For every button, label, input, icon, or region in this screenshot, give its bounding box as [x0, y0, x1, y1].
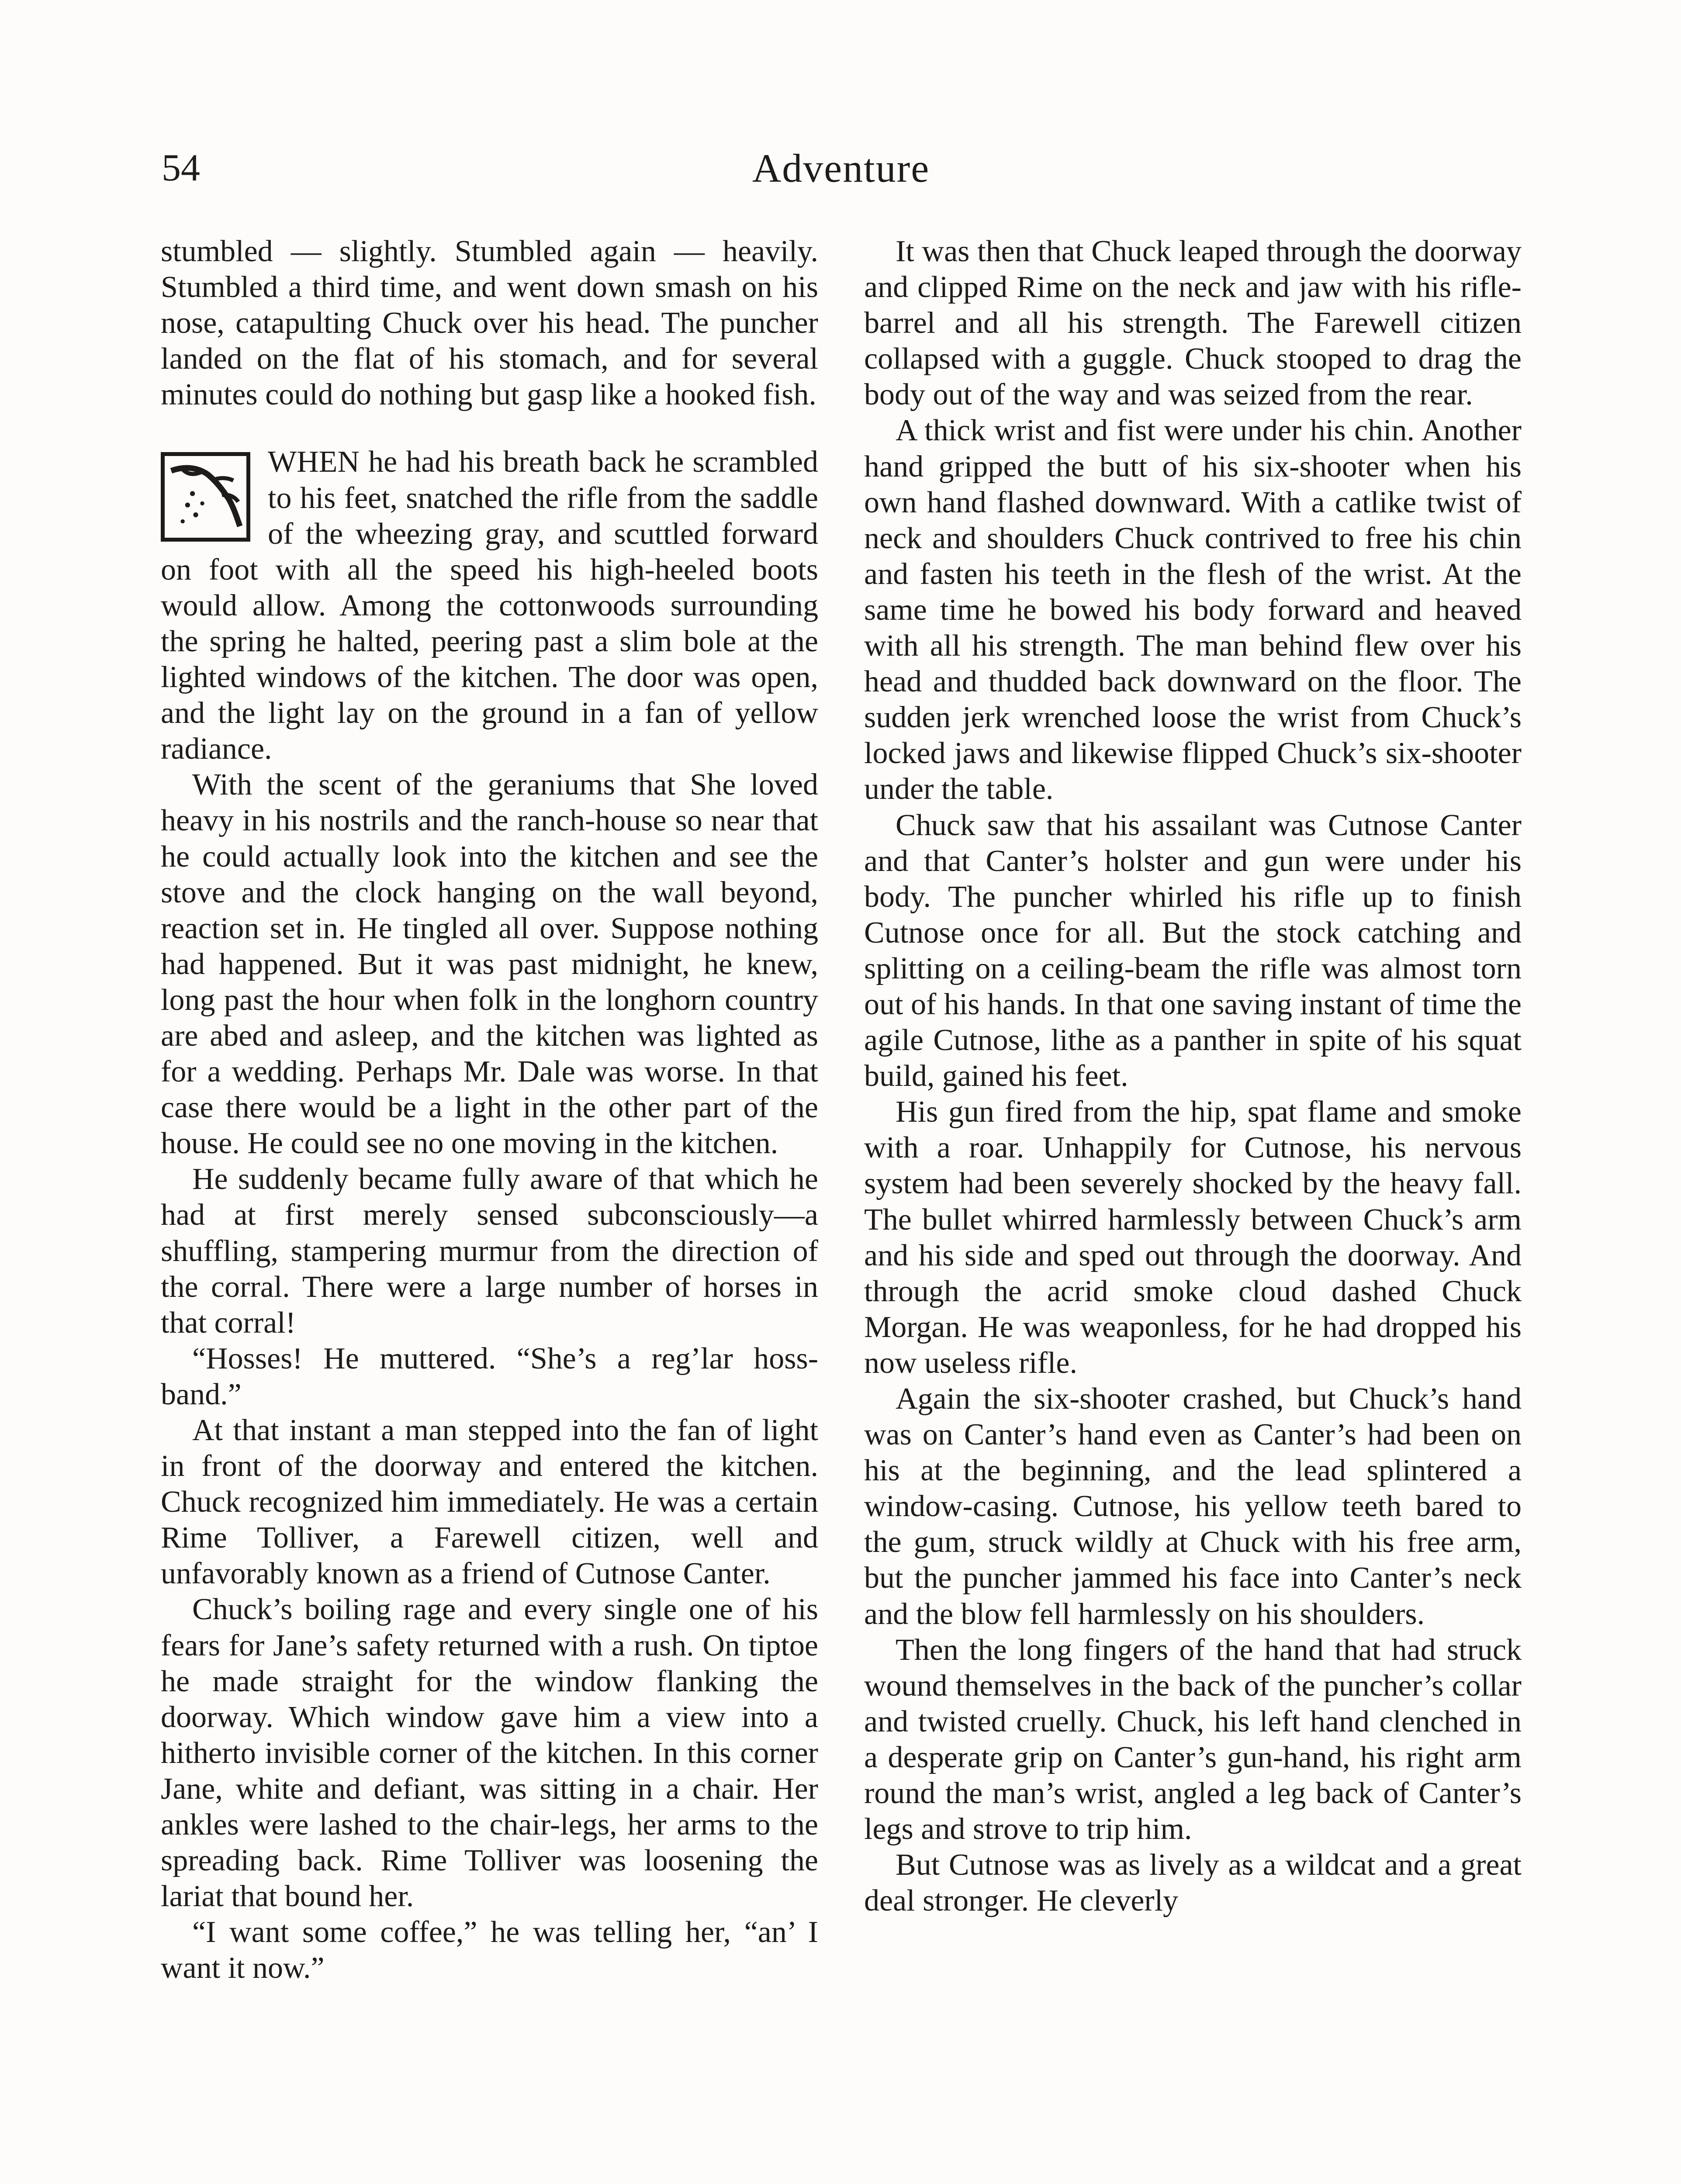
paragraph: It was then that Chuck leaped through the doorway and clipped Rime on the neck and jaw with his rifle-barrel and all his strength. The Farewell citizen collapsed with a guggle. Chuck stooped to drag the body out of the way and was seized from the rear. [864, 235, 1522, 412]
right-column [864, 234, 1522, 1919]
paragraph-text: WHEN he had his breath back he scrambled to his feet, snatched the rifle from the saddle of the wheezing gray, and scuttled forward on foot with all the speed his high-heeled boots would allow. Among the cottonwoods surrounding the spring he halted, peering past a slim bole at the lighted windows of the kitchen. The door was open, and the light lay on the ground in a fan of yellow radiance. [161, 445, 818, 766]
page-header [162, 144, 1520, 201]
paragraph: “Hosses! He muttered. “She’s a reg’lar hoss-band.” [161, 1341, 818, 1411]
ornament-icon [161, 452, 250, 542]
page-number: 54 [162, 147, 200, 189]
magazine-title: Adventure [752, 146, 930, 190]
paragraph: He suddenly became fully aware of that which he had at first merely sensed subconsciously—a shuffling, stampering murmur from the direction of the corral. There were a large number of horses in that corral! [161, 1162, 818, 1340]
paragraph: A thick wrist and fist were under his chin. Another hand gripped the butt of his six-shooter when his own hand flashed downward. With a catlike twist of neck and shoulders Chuck contrived to free his chin and fasten his teeth in the flesh of the wrist. At the same time he bowed his body forward and heaved with all his strength. The man behind flew over his head and thudded back downward on the floor. The sudden jerk wrenched loose the wrist from Chuck’s locked jaws and likewise flipped Chuck’s six-shooter under the table. [864, 414, 1522, 806]
paragraph: With the scent of the geraniums that She loved heavy in his nostrils and the ranch-house so near that he could actually look into the kitchen and see the stove and the clock hanging on the wall beyond, reaction set in. He tingled all over. Suppose nothing had happened. But it was past midnight, he knew, long past the hour when folk in the longhorn country are abed and asleep, and the kitchen was lighted as for a wedding. Perhaps Mr. Dale was worse. In that case there would be a light in the other part of the house. He could see no one moving in the kitchen. [161, 768, 818, 1161]
paragraph-with-ornament [161, 444, 818, 767]
paragraph: Again the six-shooter crashed, but Chuck’s hand was on Canter’s hand even as Canter’s had been on his at the beginning, and the lead splintered a window-casing. Cutnose, his yellow teeth bared to the gum, struck wildly at Chuck with his free arm, but the puncher jammed his face into Canter’s neck and the blow fell harmlessly on his shoulders. [864, 1382, 1522, 1631]
paragraph: His gun fired from the hip, spat flame and smoke with a roar. Unhappily for Cutnose, his nervous system had been severely shocked by the heavy fall. The bullet whirred harmlessly between Chuck’s arm and his side and sped out through the doorway. And through the acrid smoke cloud dashed Chuck Morgan. He was weaponless, for he had dropped his now useless rifle. [864, 1095, 1522, 1380]
paragraph: “I want some coffee,” he was telling her, “an’ I want it now.” [161, 1915, 818, 1985]
paragraph: Chuck saw that his assailant was Cutnose Canter and that Canter’s holster and gun were under his body. The puncher whirled his rifle up to finish Cutnose once for all. But the stock catching and splitting on a ceiling-beam the rifle was almost torn out of his hands. In that one saving instant of time the agile Cutnose, lithe as a panther in spite of his squat build, gained his feet. [864, 808, 1522, 1093]
paragraph: But Cutnose was as lively as a wildcat and a great deal stronger. He cleverly [864, 1848, 1522, 1918]
paragraph: Then the long fingers of the hand that had struck wound themselves in the back of the puncher’s collar and twisted cruelly. Chuck, his left hand clenched in a desperate grip on Canter’s gun-hand, his right arm round the man’s wrist, angled a leg back of Canter’s legs and strove to trip him. [864, 1633, 1522, 1846]
paragraph: At that instant a man stepped into the fan of light in front of the doorway and entered the kitchen. Chuck recognized him immediately. He was a certain Rime Tolliver, a Farewell citizen, well and unfavorably known as a friend of Cutnose Canter. [161, 1413, 818, 1591]
left-column [161, 234, 818, 1987]
paragraph: Chuck’s boiling rage and every single one of his fears for Jane’s safety returned with a rush. On tiptoe he made straight for the window flanking the doorway. Which window gave him a view into a hitherto invisible corner of the kitchen. In this corner Jane, white and defiant, was sitting in a chair. Her ankles were lashed to the chair-legs, her arms to the spreading back. Rime Tolliver was loosening the lariat that bound her. [161, 1593, 818, 1914]
paragraph: stumbled — slightly. Stumbled again — heavily. Stumbled a third time, and went down smash on his nose, catapulting Chuck over his head. The puncher landed on the flat of his stomach, and for several minutes could do nothing but gasp like a hooked fish. [161, 235, 818, 412]
